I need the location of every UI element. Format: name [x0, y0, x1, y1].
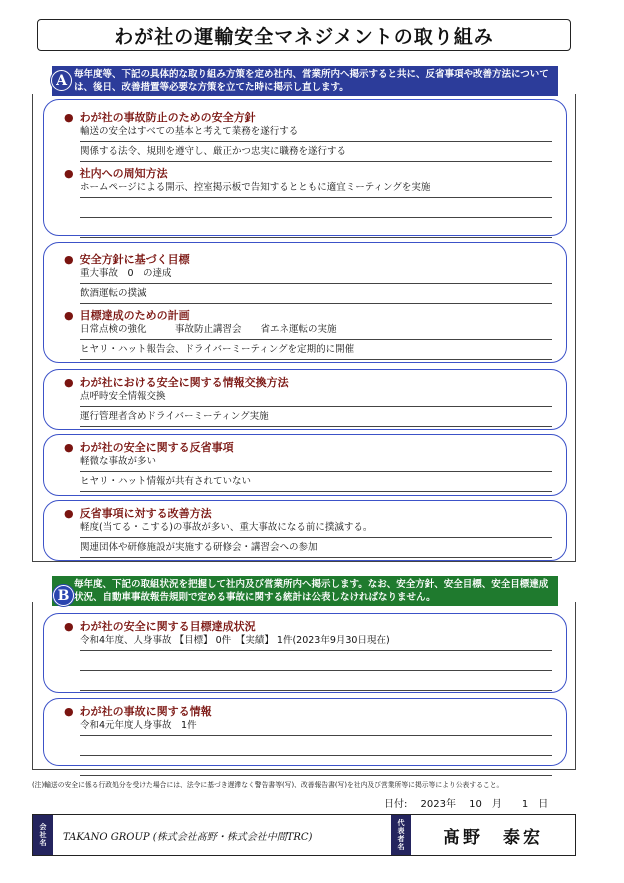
footnote: (注)輸送の安全に係る行政処分を受けた場合には、法令に基づき遅滞なく警告書等(写)、改善報告書(写)を社内及び営業所等に掲示等により公表すること。 — [32, 781, 504, 789]
heading-text: わが社の事故防止のための安全方針 — [79, 111, 256, 124]
policy-panel — [43, 242, 567, 363]
bullet-icon: ● — [64, 111, 74, 124]
heading-text: わが社の安全に関する目標達成状況 — [79, 620, 256, 633]
bullet-icon: ● — [64, 507, 74, 520]
bullet-icon: ● — [64, 253, 74, 266]
rep-label: 代 表 者 名 — [391, 815, 411, 855]
content-line — [80, 651, 552, 671]
signature-footer — [32, 814, 576, 856]
date-line: 日付: 2023年 10 月 1 日 — [384, 799, 549, 810]
bullet-icon: ● — [64, 705, 74, 718]
content-line: 輸送の安全はすべての基本と考えて業務を遂行する — [80, 122, 552, 142]
content-line: 令和4元年度人身事故 1件 — [80, 716, 552, 736]
content-line — [80, 671, 552, 691]
section-a-instruction: 毎年度等、下記の具体的な取り組み方策を定め社内、営業所内へ掲示すると共に、反省事項や改善方法については、後日、改善措置等必要な方策を立てた時に掲示し直します。 — [52, 66, 558, 96]
content-line: 日常点検の強化 事故防止講習会 省エネ運転の実施 — [80, 320, 552, 340]
heading-text: わが社の安全に関する反省事項 — [79, 441, 234, 454]
heading-text: 社内への周知方法 — [79, 167, 168, 180]
content-line: ヒヤリ・ハット報告会、ドライバーミーティングを定期的に開催 — [80, 340, 552, 360]
content-line: 関連団体や研修施設が実施する研修会・講習会への参加 — [80, 538, 552, 558]
heading-text: わが社の事故に関する情報 — [79, 705, 212, 718]
bullet-icon: ● — [64, 309, 74, 322]
company-label: 会 社 名 — [33, 815, 53, 855]
bullet-icon: ● — [64, 167, 74, 180]
content-line: 令和4年度、人身事故 【目標】 0件 【実績】 1件(2023年9月30日現在) — [80, 631, 552, 651]
bullet-icon: ● — [64, 441, 74, 454]
heading-text: 目標達成のための計画 — [79, 309, 190, 322]
policy-panel — [43, 500, 567, 561]
content-line — [80, 218, 552, 238]
content-line: 関係する法令、規則を遵守し、厳正かつ忠実に職務を遂行する — [80, 142, 552, 162]
policy-panel — [43, 613, 567, 693]
company-name: TAKANO GROUP (株式会社髙野・株式会社中間TRC) — [63, 831, 313, 843]
bullet-icon: ● — [64, 620, 74, 633]
heading-text: 反省事項に対する改善方法 — [79, 507, 212, 520]
policy-panel — [43, 434, 567, 496]
content-line — [80, 756, 552, 776]
heading-text: 安全方針に基づく目標 — [79, 253, 190, 266]
content-line: ヒヤリ・ハット情報が共有されていない — [80, 472, 552, 492]
policy-panel — [43, 369, 567, 430]
content-line: 重大事故 0 の達成 — [80, 264, 552, 284]
content-line: ホームページによる開示、控室掲示板で告知するとともに適宜ミーティングを実施 — [80, 178, 552, 198]
policy-panel — [43, 99, 567, 236]
content-line: 点呼時安全情報交換 — [80, 387, 552, 407]
heading-text: わが社における安全に関する情報交換方法 — [79, 376, 289, 389]
bullet-icon: ● — [64, 376, 74, 389]
section-b-letter-icon: B — [53, 585, 74, 606]
content-line: 軽度(当てる・こする)の事故が多い、重大事故になる前に撲滅する。 — [80, 518, 552, 538]
representative-name: 髙野 泰宏 — [443, 827, 543, 848]
content-line: 運行管理者含めドライバーミーティング実施 — [80, 407, 552, 427]
content-line: 軽微な事故が多い — [80, 452, 552, 472]
content-line — [80, 198, 552, 218]
content-line — [80, 736, 552, 756]
policy-panel — [43, 698, 567, 766]
page-title: わが社の運輸安全マネジメントの取り組み — [37, 19, 571, 51]
section-a-letter-icon: A — [51, 70, 72, 91]
content-line: 飲酒運転の撲滅 — [80, 284, 552, 304]
section-b-instruction: 毎年度、下記の取組状況を把握して社内及び営業所内へ掲示します。なお、安全方針、安全目標、安全目標達成状況、自動車事故報告規則で定める事故に関する統計は公表しなければなりません。 — [52, 576, 558, 606]
